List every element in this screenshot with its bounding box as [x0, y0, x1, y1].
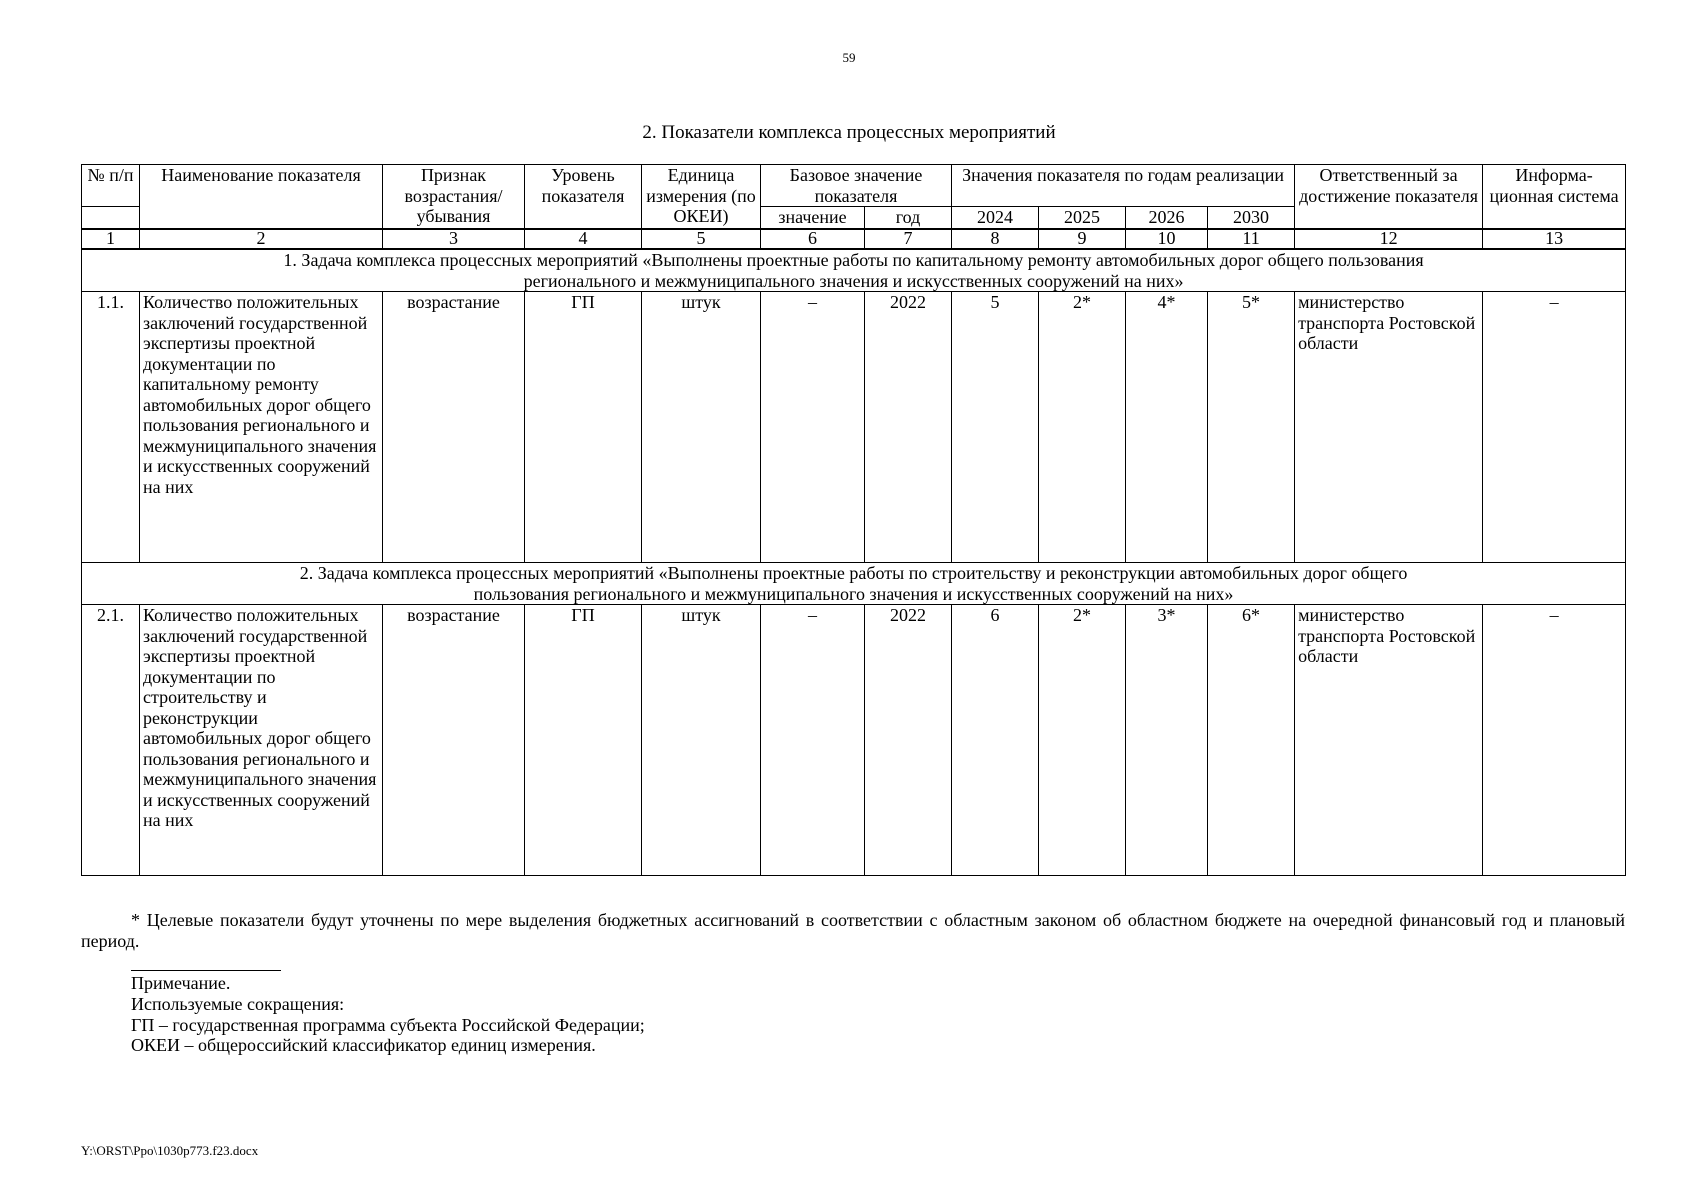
row-base-year: 2022: [865, 292, 952, 563]
notes: [131, 973, 645, 1056]
page-number: 59: [842, 50, 856, 65]
row-responsible: министерство транспорта Ростовской области: [1295, 292, 1483, 563]
row-info-system: –: [1483, 605, 1626, 876]
row-name: Количество положительных заключений государственной экспертизы проектной документации по строительству и реконструкции автомобильных дорог общего пользования регионального и межмуниципального значения и искусственных сооружений на них: [140, 605, 383, 876]
col-number: 6: [761, 229, 865, 249]
row-value-2024: 6: [952, 605, 1039, 876]
section-title: 2. Показатели комплекса процессных мероприятий: [642, 122, 1056, 143]
footnote: * Целевые показатели будут уточнены по мере выделения бюджетных ассигнований в соответствии с областным законом об областном бюджете на очередной финансовый год и плановый период.: [81, 910, 1625, 951]
col-number: 2: [140, 229, 383, 249]
row-responsible: министерство транспорта Ростовской области: [1295, 605, 1483, 876]
task-title: 2. Задача комплекса процессных мероприятий «Выполнены проектные работы по строительству и реконструкции автомобильных дорог общего пользования регионального и межмуниципального значения и искусственных сооружений на них»: [82, 563, 1626, 605]
col-number: 10: [1126, 229, 1208, 249]
row-num: 1.1.: [82, 292, 140, 563]
row-value-2024: 5: [952, 292, 1039, 563]
col-number: 4: [525, 229, 642, 249]
task-title: 1. Задача комплекса процессных мероприятий «Выполнены проектные работы по капитальному ремонту автомобильных дорог общего пользования регионального и межмуниципального значения и искусственных сооружений на них»: [82, 249, 1626, 292]
row-base-year: 2022: [865, 605, 952, 876]
row-value-2030: 6*: [1208, 605, 1295, 876]
header-base-value: значение: [761, 207, 865, 230]
col-number: 9: [1039, 229, 1126, 249]
row-value-2026: 3*: [1126, 605, 1208, 876]
header-base-year: год: [865, 207, 952, 230]
header-trend: Признак возрастания/ убывания: [383, 165, 525, 230]
row-unit: штук: [642, 292, 761, 563]
col-number: 8: [952, 229, 1039, 249]
notes-title: Примечание.: [131, 973, 231, 993]
header-year-2024: 2024: [952, 207, 1039, 230]
col-number: 7: [865, 229, 952, 249]
col-number: 12: [1295, 229, 1483, 249]
col-number: 5: [642, 229, 761, 249]
col-number: 1: [82, 229, 140, 249]
notes-item: ГП – государственная программа субъекта Российской Федерации;: [131, 1014, 645, 1035]
header-year-2026: 2026: [1126, 207, 1208, 230]
row-value-2030: 5*: [1208, 292, 1295, 563]
row-value-2025: 2*: [1039, 292, 1126, 563]
header-name: Наименование показателя: [140, 165, 383, 230]
task-row: [82, 563, 1626, 605]
column-number-row: [82, 229, 1626, 249]
header-responsible: Ответственный за достижение показателя: [1295, 165, 1483, 230]
header-num: № п/п: [82, 165, 140, 207]
row-num: 2.1.: [82, 605, 140, 876]
task-row: [82, 249, 1626, 292]
row-info-system: –: [1483, 292, 1626, 563]
row-unit: штук: [642, 605, 761, 876]
notes-abbr-title: Используемые сокращения:: [131, 993, 345, 1014]
row-name: Количество положительных заключений государственной экспертизы проектной документации по капитальному ремонту автомобильных дорог общего пользования регионального и межмуниципального значения и искусственных сооружений на них: [140, 292, 383, 563]
row-trend: возрастание: [383, 605, 525, 876]
col-number: 3: [383, 229, 525, 249]
col-number: 11: [1208, 229, 1295, 249]
col-number: 13: [1483, 229, 1626, 249]
header-base: Базовое значение показателя: [761, 165, 952, 207]
notes-item: ОКЕИ – общероссийский классификатор единиц измерения.: [131, 1035, 596, 1056]
header-year-2025: 2025: [1039, 207, 1126, 230]
table-row: [82, 292, 1626, 563]
header-info-system: Информа- ционная система: [1483, 165, 1626, 230]
row-base-value: –: [761, 292, 865, 563]
row-level: ГП: [525, 292, 642, 563]
header-year-2030: 2030: [1208, 207, 1295, 230]
header-unit: Единица измерения (по ОКЕИ): [642, 165, 761, 230]
header-level: Уровень показателя: [525, 165, 642, 230]
row-value-2026: 4*: [1126, 292, 1208, 563]
notes-divider: [131, 970, 281, 971]
row-value-2025: 2*: [1039, 605, 1126, 876]
header-values: Значения показателя по годам реализации: [952, 165, 1295, 207]
row-trend: возрастание: [383, 292, 525, 563]
row-level: ГП: [525, 605, 642, 876]
table-row: [82, 605, 1626, 876]
indicators-table: [81, 164, 1626, 876]
row-base-value: –: [761, 605, 865, 876]
header-num-spacer: [82, 207, 140, 230]
file-path: Y:\ORST\Ppo\1030p773.f23.docx: [81, 1143, 259, 1158]
